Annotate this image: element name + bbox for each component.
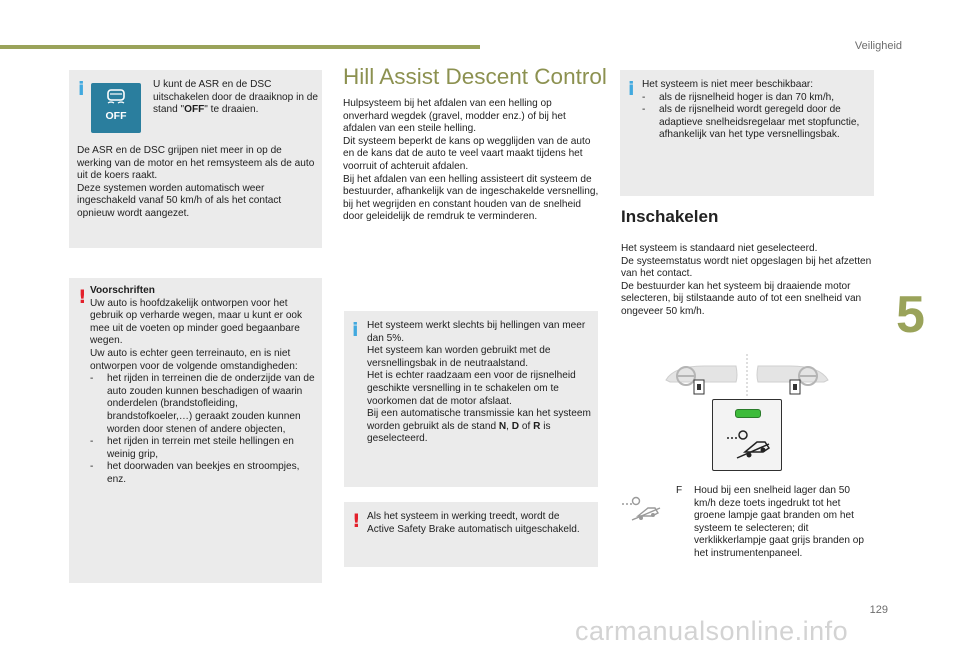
hadc-intro xyxy=(343,98,599,224)
list-item: - als de rijsnelheid wordt geregeld door de adaptieve snelheidsregelaar met stopfunctie, afhankelijk van het type versnellingsbak. xyxy=(642,104,860,141)
off-info-text xyxy=(153,79,319,117)
hadc-warning-text: Als het systeem in werking treedt, wordt de Active Safety Brake automatisch uitgeschakeld. xyxy=(367,511,580,535)
paragraph: Het systeem is standaard niet geselecteerd. xyxy=(621,243,818,254)
paragraph: Hulpsysteem bij het afdalen van een helling op onverhard wegdek (gravel, modder enz.) of bij het afdalen van een steile helling. xyxy=(343,98,566,135)
hadc-info-text xyxy=(367,320,595,446)
hill-descent-icon xyxy=(719,426,775,462)
page-number: 129 xyxy=(869,604,888,616)
paragraph: Dit systeem beperkt de kans op wegglijden van de auto en de kans dat de auto te veel vaart maakt tijdens het voorruit of achteruit afdalen. xyxy=(343,135,591,172)
dashboard-illustration xyxy=(664,352,830,400)
paragraph: Het systeem is niet meer beschikbaar: xyxy=(642,79,814,90)
section-heading: Inschakelen xyxy=(621,207,719,226)
paragraph: Het is echter raadzaam een voor de rijsnelheid geschikte versnelling in te schakelen om te voorkomen dat de motor afslaat. xyxy=(367,370,576,407)
info-icon: i xyxy=(628,78,635,100)
off-button-label: OFF xyxy=(105,110,127,122)
gear-d: D xyxy=(511,420,520,432)
list-item-text: het rijden in terreinen die de onderzijde van de auto zouden kunnen beschadigen of waarin onderdelen (brandstofleiding, brandstofkoeler,…) geraakt zouden kunnen worden door stenen of andere objecten, xyxy=(107,373,315,435)
paragraph: Uw auto is hoofdzakelijk ontworpen voor het gebruik op verharde wegen, maar u kunt er ook mee uit de voeten op minder goed begaanbare wegen. xyxy=(90,297,303,347)
text: Bij een automatische transmissie kan het systeem worden gebruikt als de stand xyxy=(367,408,591,432)
paragraph: Bij het afdalen van een helling assisteert dit systeem de bestuurder, afhankelijk van de ingeschakelde versnelling, bij het wegrijden en constant houden van de snelheid door geleidelijk de remdruk te verminderen. xyxy=(343,173,599,223)
list-item-text: als de rijsnelheid wordt geregeld door de adaptieve snelheidsregelaar met stopfunctie, afhankelijk van het type versnellingsbak. xyxy=(659,104,860,141)
list-item-text: als de rijsnelheid hoger is dan 70 km/h, xyxy=(659,91,835,103)
warning-icon: ! xyxy=(78,286,87,308)
asr-dsc-text xyxy=(77,145,319,221)
text: is geselecteerd. xyxy=(367,420,551,445)
list-item: - het rijden in terrein met steile hellingen en weinig grip, xyxy=(90,436,294,460)
text: of xyxy=(519,420,534,432)
chapter-number: 5 xyxy=(896,286,925,344)
off-info-pre: U kunt de ASR en de DSC uitschakelen door de draaiknop in de stand " xyxy=(153,79,318,116)
page-title: Hill Assist Descent Control xyxy=(343,64,607,89)
green-led-indicator xyxy=(735,409,761,418)
paragraph: Het systeem kan worden gebruikt met de versnellingsbak in de neutraalstand. xyxy=(367,345,551,369)
list-item-text: het rijden in terrein met steile hellingen en weinig grip, xyxy=(107,436,294,460)
list-item: - als de rijsnelheid hoger is dan 70 km/h, xyxy=(642,91,835,103)
off-info-bold: OFF xyxy=(184,104,205,116)
paragraph xyxy=(367,408,595,446)
gear-r: R xyxy=(533,420,541,432)
paragraph: De ASR en de DSC grijpen niet meer in op de werking van de motor en het remsysteem als de auto uit de koers raakt. xyxy=(77,145,315,182)
instruction-marker: F xyxy=(676,485,683,496)
list-item: - het rijden in terreinen die de onderzijde van de auto zouden kunnen beschadigen of waarin onderdelen (brandstofleiding, brandstofkoeler,…) geraakt zouden kunnen worden door stenen of andere objecten, xyxy=(90,373,315,435)
watermark: carmanualsonline.info xyxy=(575,616,849,646)
hill-descent-indicator-icon xyxy=(620,494,662,522)
paragraph: Het systeem werkt slechts bij hellingen van meer dan 5%. xyxy=(367,320,586,344)
voorschriften-text xyxy=(90,285,319,487)
text: , xyxy=(506,420,512,432)
instruction-text: Houd bij een snelheid lager dan 50 km/h deze toets ingedrukt tot het groene lampje gaat branden om het systeem te selecteren; dit verklikkerlampje gaat grijs branden op het instrumentenpaneel. xyxy=(694,485,864,559)
paragraph: De bestuurder kan het systeem bij draaiende motor selecteren, bij stilstaande auto of tot een snelheid van ongeveer 50 km/h. xyxy=(621,280,862,317)
hill-descent-button xyxy=(712,399,782,471)
gear-n: N xyxy=(498,420,507,432)
list-item: - het doorwaden van beekjes en stroompjes, enz. xyxy=(90,461,300,485)
off-button-illustration xyxy=(91,83,141,133)
list-item-text: het doorwaden van beekjes en stroompjes, enz. xyxy=(107,461,300,485)
paragraph: Deze systemen worden automatisch weer ingeschakeld vanaf 50 km/h of als het contact opnieuw wordt aangezet. xyxy=(77,182,282,219)
paragraph: De systeemstatus wordt niet opgeslagen bij het afzetten van het contact. xyxy=(621,255,872,280)
info-icon: i xyxy=(78,78,85,100)
paragraph: Uw auto is echter geen terreinauto, en is niet ontworpen voor de volgende omstandigheden: xyxy=(90,347,298,372)
section-name: Veiligheid xyxy=(854,40,902,52)
esc-skid-car-icon xyxy=(91,83,141,111)
warning-icon: ! xyxy=(352,510,361,532)
header-accent-bar xyxy=(0,45,480,49)
availability-info-text xyxy=(642,79,870,142)
info-icon: i xyxy=(352,319,359,341)
voorschriften-heading: Voorschriften xyxy=(90,285,155,296)
off-info-post: " te draaien. xyxy=(204,104,259,116)
inschakelen-text xyxy=(621,243,873,319)
